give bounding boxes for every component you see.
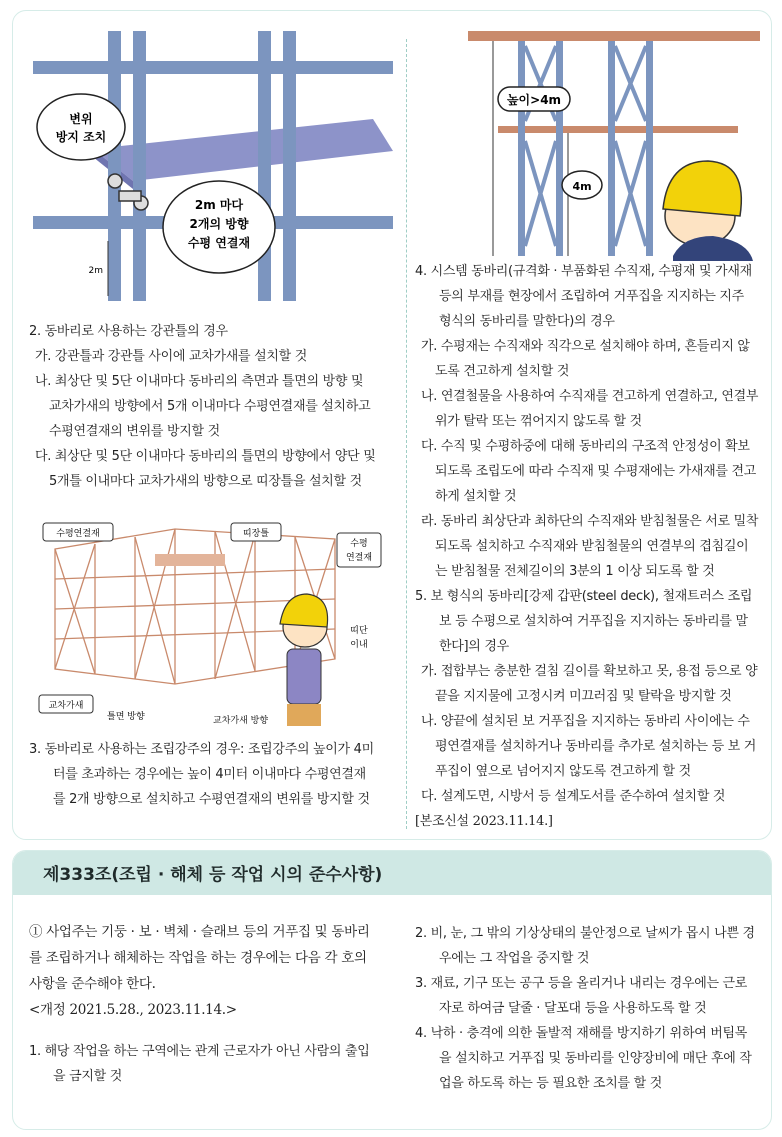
amendment-note: [본조신설 2023.11.14.]: [415, 814, 553, 829]
article-item2: 2. 비, 눈, 그 밖의 기상상태의 불안정으로 날씨가 몹시 나쁜 경우에는 그 작업을 중지할 것: [415, 926, 755, 966]
fig2-label-4m: 4m: [572, 180, 592, 193]
article-panel: [12, 850, 772, 1130]
item3: 3. 동바리로 사용하는 조립강주의 경우: 조립강주의 높이가 4미터를 초과하는 경우에는 높이 4미터 이내마다 수평연결재를 2개 방향으로 설치하고 수평연결재의 변위를 방지할 것: [29, 742, 374, 807]
fig3-tag-right-line2: 연결재: [345, 553, 373, 563]
article-item3: 3. 재료, 기구 또는 공구 등을 올리거나 내리는 경우에는 근로자로 하여금 달줄 · 달포대 등을 사용하도록 할 것: [415, 976, 748, 1016]
item2-da: 다. 최상단 및 5단 이내마다 동바리의 틀면의 방향에서 양단 및 5개틀 이내마다 교차가새의 방향으로 띠장틀을 설치할 것: [35, 449, 376, 489]
item4-na: 나. 연결철물을 사용하여 수직재를 견고하게 연결하고, 연결부위가 탈락 또는 꺾어지지 않도록 할 것: [421, 389, 759, 429]
fig1-bubble2-line2: 2개의 방향: [189, 217, 249, 231]
left-text-bottom: [29, 737, 377, 812]
fig3-frame-direction: 틀면 방향: [107, 712, 145, 722]
fig3-tag-mid: 띠장틀: [242, 529, 270, 539]
item4-ga: 가. 수평재는 수직재와 직각으로 설치해야 하며, 흔들리지 않도록 견고하게 설치할 것: [421, 339, 750, 379]
fig2-label-height: 높이>4m: [506, 93, 562, 107]
fig1-dim: 2m: [88, 266, 103, 276]
column-divider: [406, 39, 407, 829]
article-para1-amend: <개정 2021.5.28., 2023.11.14.>: [29, 1002, 237, 1018]
item4-title: 4. 시스템 동바리(규격화 · 부품화된 수직재, 수평재 및 가새재 등의 부재를 현장에서 조립하여 거푸집을 지지하는 지주 형식의 동바리를 말한다)의 경우: [415, 264, 752, 329]
figure-system-support: [468, 31, 760, 261]
article-banner: [13, 851, 772, 895]
item5-title: 5. 보 형식의 동바리[강제 갑판(steel deck), 철재트러스 조립 보 등 수평으로 설치하여 거푸집을 지지하는 동바리를 말한다]의 경우: [415, 589, 753, 654]
fig1-bubble2-line3: 수평 연결재: [187, 236, 251, 250]
item2-ga: 가. 강관틀과 강관틀 사이에 교차가새를 설치할 것: [35, 349, 307, 364]
fig1-bubble1-line2: 방지 조치: [55, 130, 107, 144]
article-left-item: [29, 1039, 379, 1089]
figure-steel-frame: [35, 509, 387, 731]
article-right: [415, 921, 759, 1096]
right-text: [415, 259, 759, 834]
fig3-tag-side-line1: 띠단: [350, 626, 368, 636]
fig1-bubble2-line1: 2m 마다: [194, 198, 244, 212]
fig3-cross-direction: 교차가새 방향: [213, 716, 269, 726]
item2-na: 나. 최상단 및 5단 이내마다 동바리의 측면과 틀면의 방향 및 교차가새의 방향에서 5개 이내마다 수평연결재를 설치하고 수평연결재의 변위를 방지할 것: [35, 374, 371, 439]
item5-na: 나. 양끝에 설치된 보 거푸집을 지지하는 동바리 사이에는 수평연결재를 설치하거나 동바리를 추가로 설치하는 등 보 거푸집이 옆으로 넘어지지 않도록 견고하게 할 것: [421, 714, 757, 779]
item4-da: 다. 수직 및 수평하중에 대해 동바리의 구조적 안정성이 확보되도록 조립도에 따라 수직재 및 수평재에는 가새재를 견고하게 설치할 것: [421, 439, 757, 504]
item5-ga: 가. 접합부는 충분한 걸침 길이를 확보하고 못, 용접 등으로 양끝을 지지물에 고정시켜 미끄러짐 및 탈락을 방지할 것: [421, 664, 758, 704]
article-item1: 1. 해당 작업을 하는 구역에는 관계 근로자가 아닌 사람의 출입을 금지할 것: [29, 1044, 370, 1084]
left-text-top: [29, 319, 377, 494]
article-left: [29, 919, 379, 1023]
article-item4: 4. 낙하 · 충격에 의한 돌발적 재해를 방지하기 위하여 버팀목을 설치하고 거푸집 및 동바리를 인양장비에 매단 후에 작업을 하도록 하는 등 필요한 조치를 할 것: [415, 1026, 752, 1091]
article-title: 제333조(조립 · 해체 등 작업 시의 준수사항): [43, 865, 383, 885]
article-para1: ① 사업주는 기둥 · 보 · 벽체 · 슬래브 등의 거푸집 및 동바리를 조립하거나 해체하는 작업을 하는 경우에는 다음 각 호의 사항을 준수해야 한다.: [29, 924, 370, 992]
fig1-bubble1-line1: 변위: [69, 112, 93, 126]
fig3-tag-right-line1: 수평: [350, 539, 368, 549]
item5-da: 다. 설계도면, 시방서 등 설계도서를 준수하여 설치할 것: [421, 789, 726, 804]
item2-title: 2. 동바리로 사용하는 강관틀의 경우: [29, 324, 228, 339]
upper-panel: [12, 10, 772, 840]
fig3-tag-cross: 교차가새: [48, 701, 84, 711]
fig3-tag-left: 수평연결재: [56, 529, 100, 539]
figure-pipe-clamp: [33, 31, 393, 311]
item4-ra: 라. 동바리 최상단과 최하단의 수직재와 받침철물은 서로 밀착되도록 설치하고 수직재와 받침철물의 연결부의 겹침길이는 받침철물 전체길이의 3분의 1 이상 되도록 할 것: [421, 514, 759, 579]
fig3-tag-side-line2: 이내: [350, 640, 368, 650]
